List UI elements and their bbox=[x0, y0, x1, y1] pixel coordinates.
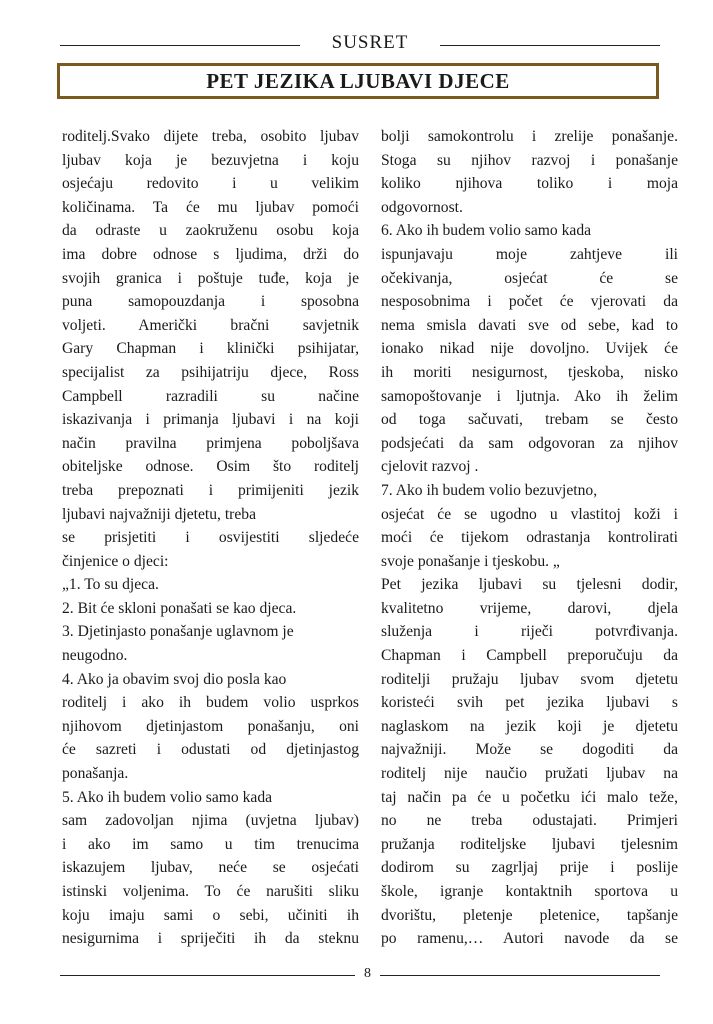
text-line: 3. Djetinjasto ponašanje uglavnom je bbox=[62, 623, 294, 641]
right-column bbox=[381, 125, 678, 951]
text-line: iskazujem ljubav, neće se osjećati bbox=[62, 859, 359, 877]
text-line: koju imaju sami o sebi, učiniti ih bbox=[62, 906, 359, 924]
text-line: koliko njihova toliko i moja bbox=[381, 175, 678, 193]
text-line: no ne treba odustajati. Primjeri bbox=[381, 812, 678, 830]
text-line: Stoga su njihov razvoj i ponašanje bbox=[381, 151, 678, 169]
text-line: sam zadovoljan njima (uvjetna ljubav) bbox=[62, 812, 359, 830]
text-line: ponašanja. bbox=[62, 765, 129, 783]
text-line: služenja i riječi potvrđivanja. bbox=[381, 623, 678, 641]
text-line: kvalitetno vrijeme, darovi, djela bbox=[381, 599, 678, 617]
text-line: 5. Ako ih budem volio samo kada bbox=[62, 788, 273, 806]
text-line: nema smisla davati sve od sebe, kad to bbox=[381, 316, 678, 334]
text-line: neugodno. bbox=[62, 647, 128, 665]
page-header bbox=[60, 30, 660, 58]
text-line: odgovornost. bbox=[381, 198, 463, 216]
section-name: SUSRET bbox=[331, 32, 409, 53]
text-line: nesposobnima i počet će vjerovati da bbox=[381, 293, 678, 311]
text-line: koristeći svih pet jezika ljubavi s bbox=[381, 694, 678, 712]
text-line: Pet jezika ljubavi su tjelesni dodir, bbox=[381, 576, 678, 594]
text-line: se prisjetiti i osvijestiti sljedeće bbox=[62, 529, 359, 547]
text-line: roditelj i ako ih budem volio usprkos bbox=[62, 694, 359, 712]
text-line: po ramenu,… Autori navode da se bbox=[381, 930, 678, 948]
footer-rule-left bbox=[60, 975, 355, 976]
text-line: činjenice o djeci: bbox=[62, 552, 169, 570]
page-footer bbox=[60, 966, 660, 986]
text-line: ljubav koja je bezuvjetna i koju bbox=[62, 151, 359, 169]
text-line: voljeti. Američki bračni savjetnik bbox=[62, 316, 359, 334]
text-line: ionako nikad nije dovoljno. Uvijek će bbox=[381, 340, 678, 358]
text-line: cjelovit razvoj . bbox=[381, 458, 479, 476]
text-line: Chapman i Campbell preporučuju da bbox=[381, 647, 678, 665]
text-line: njihovom djetinjastom ponašanju, oni bbox=[62, 717, 359, 735]
text-line: dvorištu, pletenje pletenice, tapšanje bbox=[381, 906, 678, 924]
text-line: ljubavi najvažniji djetetu, treba bbox=[62, 505, 256, 523]
text-line: obiteljske odnose. Osim što roditelj bbox=[62, 458, 359, 476]
left-column bbox=[62, 125, 359, 951]
text-line: 4. Ako ja obavim svoj dio posla kao bbox=[62, 670, 287, 688]
text-line: 7. Ako ih budem volio bezuvjetno, bbox=[381, 481, 598, 499]
text-line: nesigurnima i spriječiti ih da steknu bbox=[62, 930, 359, 948]
text-line: Campbell razradili su načine bbox=[62, 387, 359, 405]
text-line: moći će tijekom odrastanja kontrolirati bbox=[381, 529, 678, 547]
text-line: podsjećati da sam odgovoran za njihov bbox=[381, 434, 678, 452]
text-line: da odraste u zaokruženu osobu koja bbox=[62, 222, 359, 240]
title-box bbox=[57, 63, 659, 99]
text-line: količinama. Ta će mu ljubav pomoći bbox=[62, 198, 359, 216]
footer-rule-right bbox=[380, 975, 660, 976]
text-line: od toga sačuvati, trebam se često bbox=[381, 411, 678, 429]
text-line: svojih granica i poštuje tuđe, koja je bbox=[62, 269, 359, 287]
text-line: treba prepoznati i primijeniti jezik bbox=[62, 481, 359, 499]
text-line: ispunjavaju moje zahtjeve ili bbox=[381, 245, 678, 263]
text-line: bolji samokontrolu i zrelije ponašanje. bbox=[381, 128, 678, 145]
text-line: 2. Bit će skloni ponašati se kao djeca. bbox=[62, 599, 297, 617]
text-line: osjećaju redovito i u velikim bbox=[62, 175, 359, 193]
text-line: roditelj.Svako dijete treba, osobito ljubav bbox=[62, 128, 359, 145]
text-line: ima dobre odnose s ljudima, drži do bbox=[62, 245, 359, 263]
text-line: očekivanja, osjećat će se bbox=[381, 269, 678, 287]
text-line: škole, igranje kontaktnih sportova u bbox=[381, 883, 678, 900]
text-line: svoje ponašanje i tjeskobu. „ bbox=[381, 552, 560, 570]
article-title: PET JEZIKA LJUBAVI DJECE bbox=[206, 69, 510, 93]
text-line: „1. To su djeca. bbox=[62, 576, 159, 594]
page-number: 8 bbox=[364, 966, 371, 981]
text-line: najvažniji. Može se dogoditi da bbox=[381, 741, 678, 759]
text-line: roditelj nije naučio pružati ljubav na bbox=[381, 765, 678, 783]
text-line: pružanja roditeljske ljubavi tjelesnim bbox=[381, 835, 678, 853]
text-line: i ako im samo u tim trenucima bbox=[62, 835, 359, 853]
text-line: će sazreti i odustati od djetinjastog bbox=[62, 741, 359, 759]
text-line: Gary Chapman i klinički psihijatar, bbox=[62, 340, 359, 358]
text-line: specijalist za psihijatriju djece, Ross bbox=[62, 363, 359, 381]
text-line: osjećat će se ugodno u vlastitoj koži i bbox=[381, 505, 678, 523]
text-line: naglaskom na jezik koji je djetetu bbox=[381, 717, 678, 735]
text-line: ih moriti nesigurnost, tjeskoba, nisko bbox=[381, 363, 678, 381]
text-line: istinski voljenima. To će narušiti sliku bbox=[62, 883, 359, 900]
text-line: samopoštovanje i ljutnja. Ako ih želim bbox=[381, 387, 678, 405]
text-line: iskazivanja i primanja ljubavi i na koji bbox=[62, 411, 359, 429]
header-rule-left bbox=[60, 45, 300, 46]
text-line: puna samopouzdanja i sposobna bbox=[62, 293, 359, 311]
text-line: roditelji pružaju ljubav svom djetetu bbox=[381, 670, 678, 688]
text-line: 6. Ako ih budem volio samo kada bbox=[381, 222, 592, 240]
text-line: taj način pa će u početku ići malo teže, bbox=[381, 788, 678, 806]
text-line: način pravilna primjena poboljšava bbox=[62, 434, 359, 452]
text-line: dodirom su zagrljaj prije i poslije bbox=[381, 859, 678, 877]
header-rule-right bbox=[440, 45, 660, 46]
